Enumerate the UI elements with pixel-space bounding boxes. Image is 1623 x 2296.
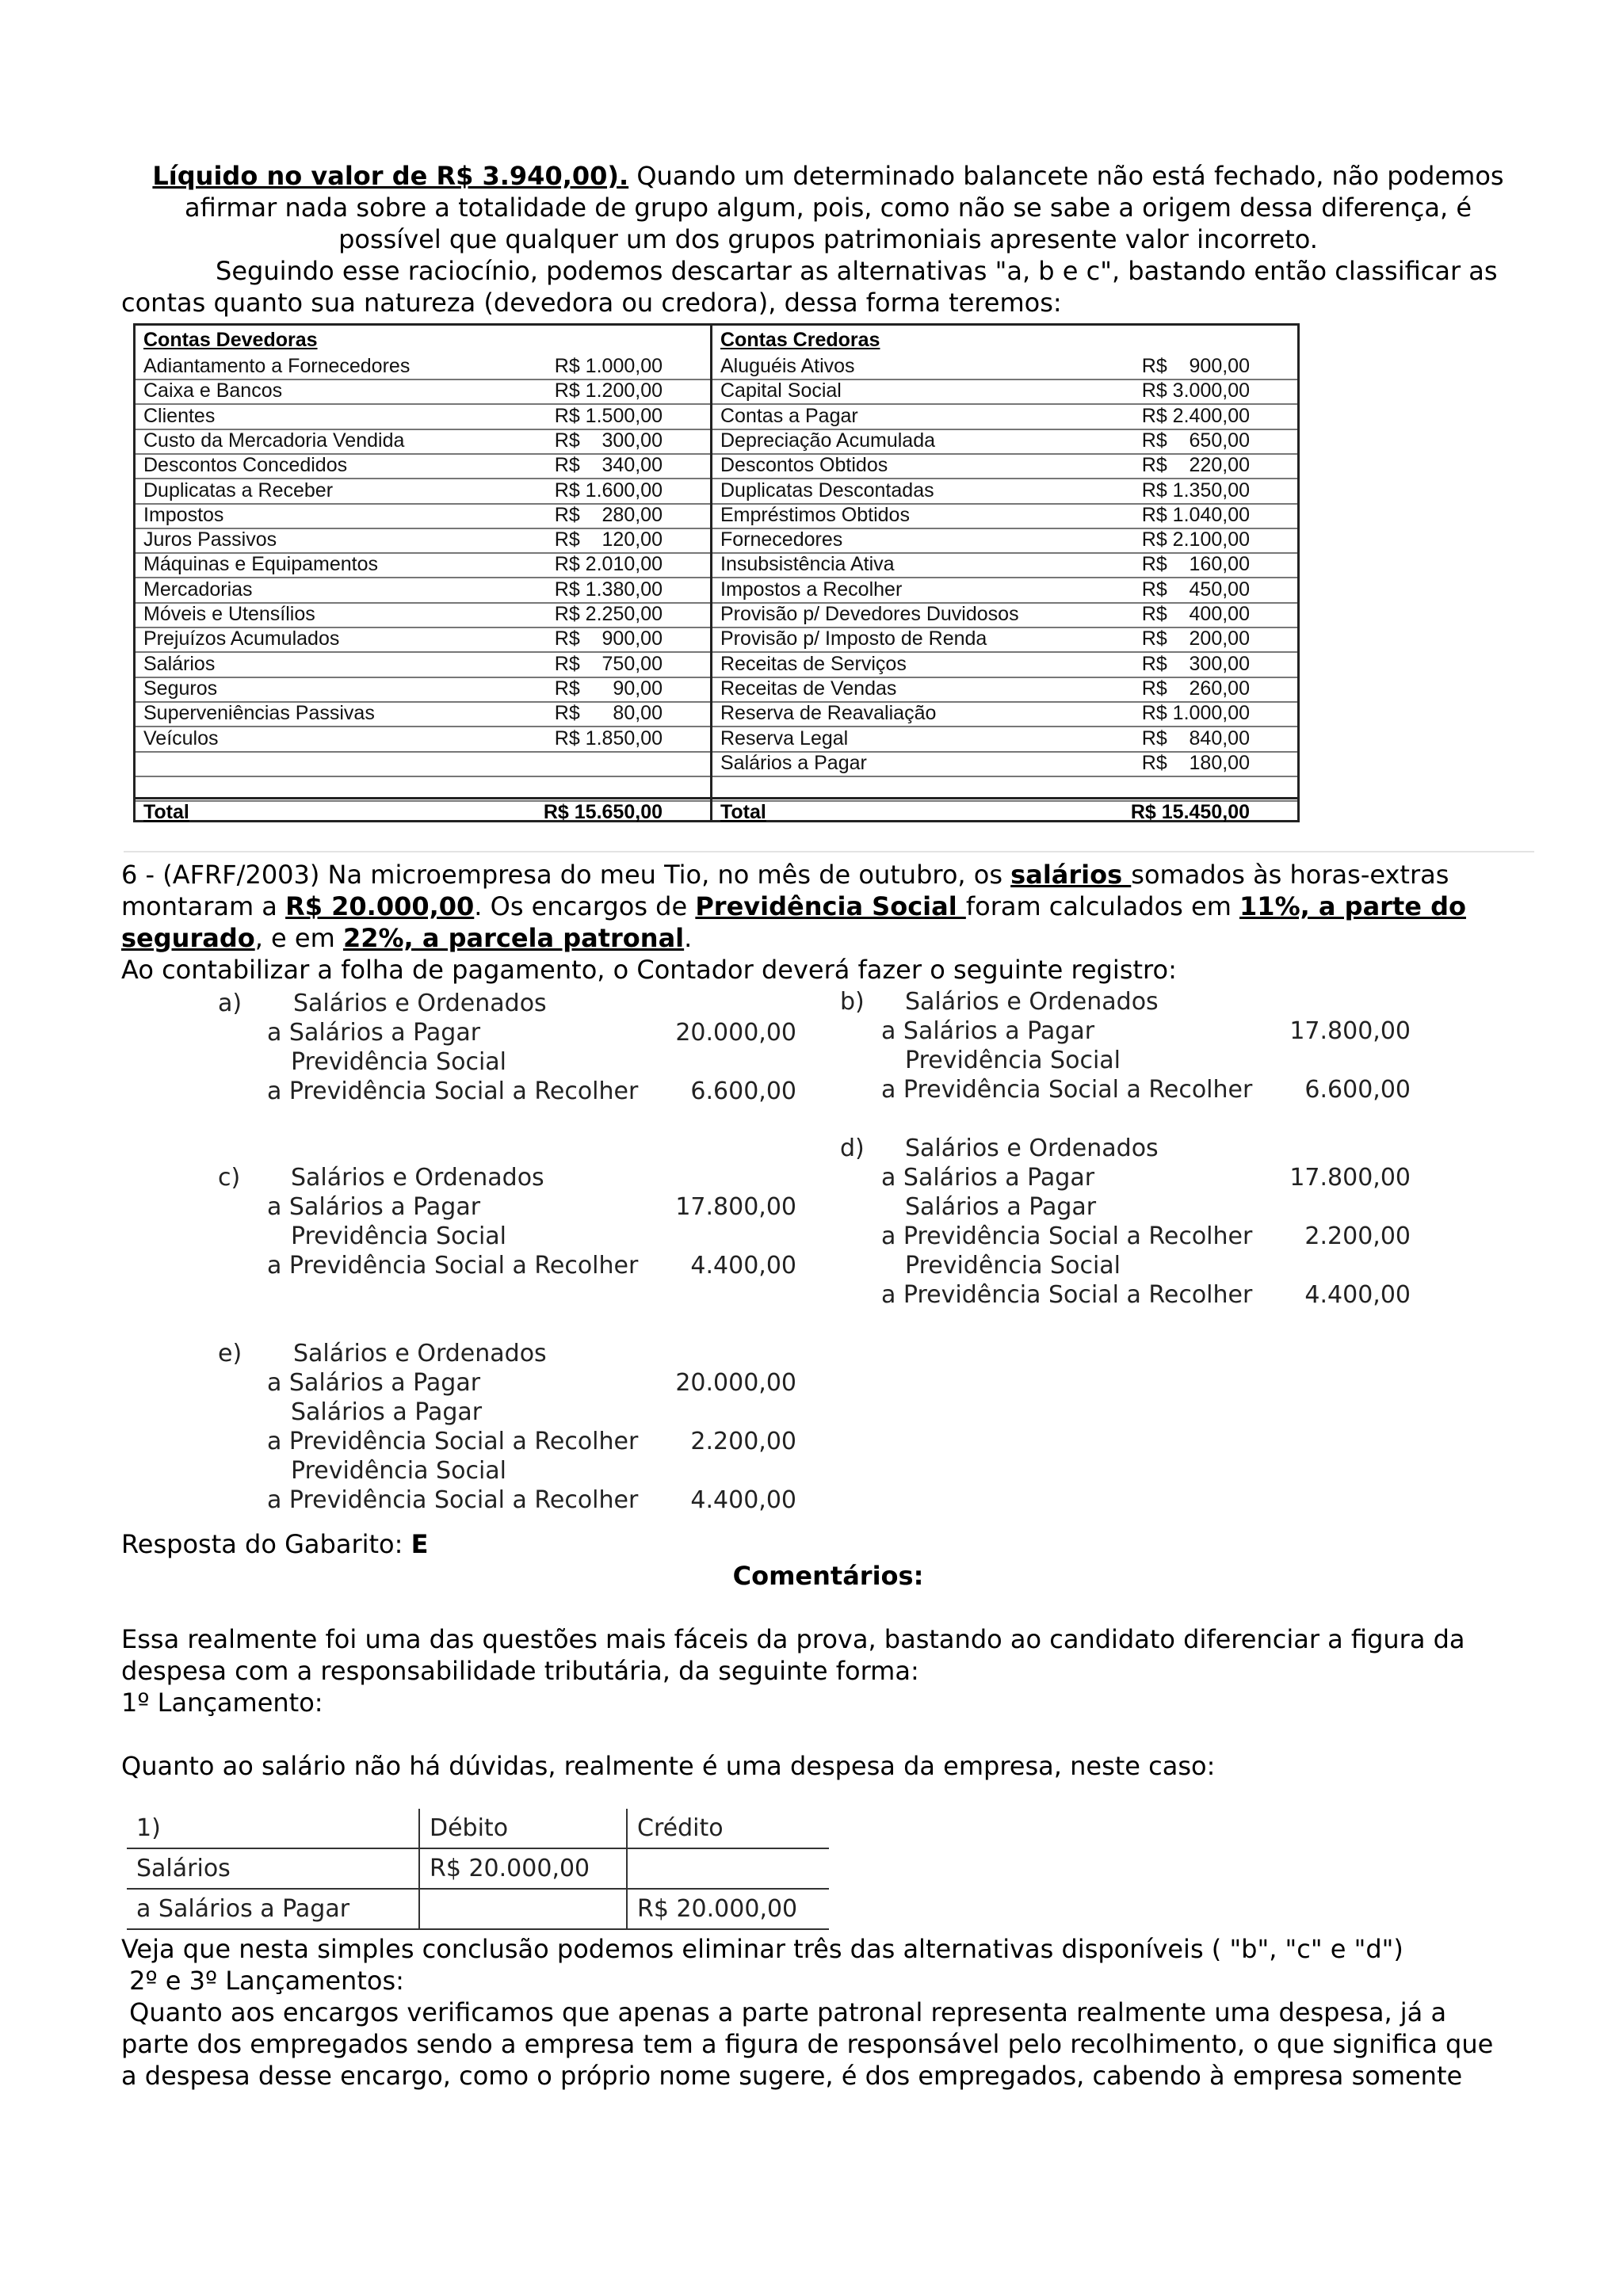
intro-rest: Quando um determinado balancete não está fechado, não podemos bbox=[628, 161, 1504, 191]
option-a-amount: 6.600,00 bbox=[690, 1077, 796, 1105]
option-a bbox=[218, 989, 796, 1106]
option-b-line: Previdência Social bbox=[905, 1047, 1121, 1074]
table-row bbox=[712, 479, 1297, 505]
table-row bbox=[712, 503, 1297, 529]
table-row bbox=[712, 578, 1297, 604]
account-name: Provisão p/ Imposto de Renda bbox=[720, 627, 987, 650]
account-value: R$ 2.100,00 bbox=[1141, 528, 1250, 551]
account-value: R$ 1.500,00 bbox=[554, 404, 663, 427]
credit-column bbox=[712, 326, 1297, 820]
option-e-line: a Previdência Social a Recolher bbox=[267, 1486, 639, 1514]
option-d-line: a Previdência Social a Recolher bbox=[881, 1222, 1253, 1250]
account-value: R$ 1.000,00 bbox=[1141, 702, 1250, 725]
q-previdencia: Previdência Social bbox=[695, 891, 966, 921]
account-name: Depreciação Acumulada bbox=[720, 429, 935, 452]
option-c-line: a Salários a Pagar bbox=[267, 1193, 481, 1221]
option-c-label: c) bbox=[218, 1164, 241, 1192]
option-e bbox=[218, 1339, 796, 1515]
option-b-line: a Previdência Social a Recolher bbox=[881, 1076, 1253, 1104]
account-name: Descontos Concedidos bbox=[143, 454, 348, 477]
account-value: R$ 1.350,00 bbox=[1141, 479, 1250, 502]
comments-line: parte dos empregados sendo a empresa tem a figura de responsável pelo recolhimento, o que significa que bbox=[121, 2029, 1494, 2059]
option-e-line: a Previdência Social a Recolher bbox=[267, 1428, 639, 1455]
journal-table bbox=[127, 1809, 829, 1930]
table-row bbox=[712, 354, 1297, 380]
option-e-line: a Salários a Pagar bbox=[267, 1369, 481, 1397]
account-name: Impostos a Recolher bbox=[720, 578, 903, 601]
debit-header: Contas Devedoras bbox=[143, 329, 318, 351]
table-row bbox=[136, 404, 710, 430]
option-e-line: Salários e Ordenados bbox=[293, 1340, 547, 1367]
comments-line: 2º e 3º Lançamentos: bbox=[121, 1966, 404, 1996]
table-row bbox=[127, 1889, 829, 1929]
table-row bbox=[136, 528, 710, 554]
comments-line: Veja que nesta simples conclusão podemos eliminar três das alternativas disponíveis ( "b", "c" e "d") bbox=[121, 1934, 1403, 1964]
account-value: R$ 120,00 bbox=[554, 528, 663, 551]
table-row bbox=[712, 751, 1297, 777]
account-name: Caixa e Bancos bbox=[143, 379, 283, 402]
account-name: Aluguéis Ativos bbox=[720, 355, 855, 377]
account-name: Máquinas e Equipamentos bbox=[143, 553, 379, 576]
option-d-amount: 2.200,00 bbox=[1304, 1222, 1411, 1250]
q-text: . bbox=[684, 923, 693, 953]
account-value: R$ 180,00 bbox=[1141, 751, 1250, 774]
account-value: R$ 200,00 bbox=[1141, 627, 1250, 650]
option-e-label: e) bbox=[218, 1340, 242, 1367]
table-row bbox=[712, 602, 1297, 628]
intro-line-1 bbox=[119, 160, 1537, 192]
table-row bbox=[136, 379, 710, 405]
table-row bbox=[127, 1848, 829, 1889]
option-a-line: Salários e Ordenados bbox=[293, 990, 547, 1017]
account-name: Descontos Obtidos bbox=[720, 454, 888, 477]
option-c-line: Salários e Ordenados bbox=[291, 1164, 544, 1192]
journal-cell: 1) bbox=[127, 1809, 419, 1848]
credit-total-row bbox=[712, 797, 1297, 825]
option-e-line: Previdência Social bbox=[291, 1457, 506, 1485]
table-row bbox=[136, 701, 710, 727]
account-name: Insubsistência Ativa bbox=[720, 553, 895, 576]
option-c-amount: 17.800,00 bbox=[675, 1193, 796, 1221]
account-name: Reserva Legal bbox=[720, 727, 849, 749]
account-value: R$ 900,00 bbox=[554, 627, 663, 650]
account-value: R$ 300,00 bbox=[554, 429, 663, 452]
table-row bbox=[712, 627, 1297, 653]
account-name: Prejuízos Acumulados bbox=[143, 627, 340, 650]
q-text: foram calculados em bbox=[965, 891, 1240, 921]
option-b-label: b) bbox=[840, 988, 865, 1016]
q-segurado: segurado bbox=[121, 923, 255, 953]
table-row bbox=[136, 677, 710, 703]
account-name: Duplicatas a Receber bbox=[143, 479, 334, 502]
question-line-1 bbox=[121, 859, 1449, 891]
option-d-line: a Salários a Pagar bbox=[881, 1164, 1095, 1192]
account-value: R$ 450,00 bbox=[1141, 578, 1250, 601]
account-value: R$ 260,00 bbox=[1141, 677, 1250, 700]
account-value: R$ 160,00 bbox=[1141, 553, 1250, 576]
table-row bbox=[712, 429, 1297, 455]
option-b-amount: 17.800,00 bbox=[1289, 1017, 1411, 1045]
table-row bbox=[136, 354, 710, 380]
journal-cell: Crédito bbox=[627, 1809, 829, 1848]
credit-total-value: R$ 15.450,00 bbox=[1130, 801, 1250, 823]
account-value: R$ 2.400,00 bbox=[1141, 404, 1250, 427]
intro-line-3: possível que qualquer um dos grupos patrimoniais apresente valor incorreto. bbox=[338, 224, 1318, 254]
account-name: Receitas de Vendas bbox=[720, 677, 897, 700]
account-value: R$ 1.200,00 bbox=[554, 379, 663, 402]
table-row bbox=[136, 751, 710, 777]
table-row bbox=[136, 627, 710, 653]
intro-line-2: afirmar nada sobre a totalidade de grupo algum, pois, como não se sabe a origem dessa diferença, é bbox=[184, 193, 1472, 223]
accounts-table bbox=[133, 323, 1300, 822]
table-row bbox=[136, 552, 710, 578]
option-a-line: a Salários a Pagar bbox=[267, 1019, 481, 1047]
option-e-amount: 2.200,00 bbox=[690, 1428, 796, 1455]
account-name: Impostos bbox=[143, 503, 224, 526]
option-d-amount: 17.800,00 bbox=[1289, 1164, 1411, 1192]
credit-total-label: Total bbox=[720, 801, 766, 823]
q-text: , e em bbox=[254, 923, 343, 953]
journal-cell: R$ 20.000,00 bbox=[419, 1848, 627, 1889]
option-b-line: a Salários a Pagar bbox=[881, 1017, 1095, 1045]
option-d-label: d) bbox=[840, 1135, 865, 1162]
account-name: Superveniências Passivas bbox=[143, 702, 375, 725]
account-name: Provisão p/ Devedores Duvidosos bbox=[720, 603, 1019, 625]
account-name: Contas a Pagar bbox=[720, 404, 858, 427]
table-row bbox=[712, 652, 1297, 678]
account-name: Custo da Mercadoria Vendida bbox=[143, 429, 405, 452]
account-name: Salários a Pagar bbox=[720, 751, 867, 774]
answer-label: Resposta do Gabarito: bbox=[121, 1529, 411, 1559]
account-value: R$ 90,00 bbox=[554, 677, 663, 700]
account-value: R$ 220,00 bbox=[1141, 454, 1250, 477]
account-value: R$ 340,00 bbox=[554, 454, 663, 477]
comments-line: Quanto ao salário não há dúvidas, realmente é uma despesa da empresa, neste caso: bbox=[121, 1751, 1216, 1781]
table-row bbox=[712, 379, 1297, 405]
account-value: R$ 750,00 bbox=[554, 652, 663, 675]
account-value: R$ 280,00 bbox=[554, 503, 663, 526]
option-a-label: a) bbox=[218, 990, 242, 1017]
q-percent-22: 22%, a parcela patronal bbox=[342, 923, 685, 953]
table-row bbox=[712, 404, 1297, 430]
option-e-amount: 4.400,00 bbox=[690, 1486, 796, 1514]
journal-cell: a Salários a Pagar bbox=[127, 1889, 419, 1929]
comments-line: a despesa desse encargo, como o próprio nome sugere, é dos empregados, cabendo à empresa somente bbox=[121, 2061, 1463, 2091]
account-value: R$ 1.040,00 bbox=[1141, 503, 1250, 526]
option-c-line: Previdência Social bbox=[291, 1222, 506, 1250]
comments-line: Essa realmente foi uma das questões mais fáceis da prova, bastando ao candidato diferenciar a figura da bbox=[121, 1624, 1465, 1654]
table-row bbox=[712, 528, 1297, 554]
credit-header: Contas Credoras bbox=[720, 329, 880, 351]
question-line-3 bbox=[121, 922, 692, 954]
debit-column bbox=[136, 326, 712, 820]
account-value: R$ 300,00 bbox=[1141, 652, 1250, 675]
answer-line bbox=[121, 1528, 428, 1560]
comments-line: 1º Lançamento: bbox=[121, 1688, 323, 1718]
option-b-line: Salários e Ordenados bbox=[905, 988, 1159, 1016]
q-text: montaram a bbox=[121, 891, 286, 921]
debit-total-value: R$ 15.650,00 bbox=[543, 801, 663, 823]
table-row bbox=[712, 552, 1297, 578]
table-row bbox=[136, 429, 710, 455]
account-value: R$ 1.600,00 bbox=[554, 479, 663, 502]
journal-cell bbox=[419, 1889, 627, 1929]
option-a-line: a Previdência Social a Recolher bbox=[267, 1077, 639, 1105]
q-text: 6 - (AFRF/2003) Na microempresa do meu Tio, no mês de outubro, os bbox=[121, 860, 1011, 890]
account-value: R$ 2.250,00 bbox=[554, 603, 663, 625]
answer-value: E bbox=[411, 1529, 429, 1559]
table-row bbox=[136, 453, 710, 479]
account-value: R$ 650,00 bbox=[1141, 429, 1250, 452]
option-a-line: Previdência Social bbox=[291, 1048, 506, 1076]
intro-bold: Líquido no valor de R$ 3.940,00). bbox=[152, 161, 629, 191]
q-text: somados às horas-extras bbox=[1131, 860, 1449, 890]
option-d-line: Salários e Ordenados bbox=[905, 1135, 1159, 1162]
table-row bbox=[127, 1809, 829, 1848]
option-d-line: Salários a Pagar bbox=[905, 1193, 1097, 1221]
debit-total-label: Total bbox=[143, 801, 189, 823]
intro-line-5: contas quanto sua natureza (devedora ou credora), dessa forma teremos: bbox=[121, 288, 1062, 318]
account-name: Adiantamento a Fornecedores bbox=[143, 355, 411, 377]
table-row bbox=[136, 479, 710, 505]
table-row bbox=[136, 602, 710, 628]
account-name: Reserva de Reavaliação bbox=[720, 702, 937, 725]
account-value: R$ 900,00 bbox=[1141, 355, 1250, 377]
table-row bbox=[712, 727, 1297, 753]
option-d-line: Previdência Social bbox=[905, 1252, 1121, 1280]
option-d-line: a Previdência Social a Recolher bbox=[881, 1281, 1253, 1309]
account-name: Capital Social bbox=[720, 379, 842, 402]
account-name: Mercadorias bbox=[143, 578, 253, 601]
journal-cell: Salários bbox=[127, 1848, 419, 1889]
option-c-line: a Previdência Social a Recolher bbox=[267, 1252, 639, 1280]
option-b bbox=[840, 987, 1411, 1104]
journal-cell: R$ 20.000,00 bbox=[627, 1889, 829, 1929]
account-name: Móveis e Utensílios bbox=[143, 603, 315, 625]
table-row bbox=[136, 503, 710, 529]
account-value: R$ 2.010,00 bbox=[554, 553, 663, 576]
debit-total-row bbox=[136, 797, 710, 825]
option-c-amount: 4.400,00 bbox=[690, 1252, 796, 1280]
option-e-amount: 20.000,00 bbox=[675, 1369, 796, 1397]
q-text: . Os encargos de bbox=[474, 891, 696, 921]
account-value: R$ 840,00 bbox=[1141, 727, 1250, 749]
table-row bbox=[136, 727, 710, 753]
account-value: R$ 1.850,00 bbox=[554, 727, 663, 749]
option-e-line: Salários a Pagar bbox=[291, 1398, 483, 1426]
option-d-amount: 4.400,00 bbox=[1304, 1281, 1411, 1309]
account-value: R$ 80,00 bbox=[554, 702, 663, 725]
account-name: Seguros bbox=[143, 677, 218, 700]
q-amount: R$ 20.000,00 bbox=[285, 891, 475, 921]
option-c bbox=[218, 1163, 796, 1280]
journal-cell bbox=[627, 1848, 829, 1889]
account-value: R$ 1.380,00 bbox=[554, 578, 663, 601]
q-percent-11: 11%, a parte do bbox=[1239, 891, 1466, 921]
account-value: R$ 400,00 bbox=[1141, 603, 1250, 625]
table-row bbox=[136, 578, 710, 604]
option-a-amount: 20.000,00 bbox=[675, 1019, 796, 1047]
comments-line: despesa com a responsabilidade tributária, da seguinte forma: bbox=[121, 1656, 919, 1686]
account-name: Clientes bbox=[143, 404, 216, 427]
question-line-2 bbox=[121, 891, 1466, 922]
account-value: R$ 1.000,00 bbox=[554, 355, 663, 377]
account-name: Veículos bbox=[143, 727, 219, 749]
section-divider bbox=[124, 851, 1534, 852]
table-row bbox=[712, 453, 1297, 479]
comments-title: Comentários: bbox=[732, 1561, 924, 1591]
account-name: Fornecedores bbox=[720, 528, 843, 551]
journal-cell: Débito bbox=[419, 1809, 627, 1848]
intro-line-4: Seguindo esse raciocínio, podemos descartar as alternativas "a, b e c", bastando então classificar as bbox=[216, 256, 1498, 286]
account-name: Duplicatas Descontadas bbox=[720, 479, 934, 502]
table-row bbox=[712, 677, 1297, 703]
account-name: Salários bbox=[143, 652, 216, 675]
q-salarios: salários bbox=[1010, 860, 1132, 890]
option-b-amount: 6.600,00 bbox=[1304, 1076, 1411, 1104]
account-name: Juros Passivos bbox=[143, 528, 277, 551]
account-name: Empréstimos Obtidos bbox=[720, 503, 910, 526]
table-row bbox=[136, 652, 710, 678]
account-value: R$ 3.000,00 bbox=[1141, 379, 1250, 402]
question-line-4: Ao contabilizar a folha de pagamento, o Contador deverá fazer o seguinte registro: bbox=[121, 955, 1177, 985]
comments-line: Quanto aos encargos verificamos que apenas a parte patronal representa realmente uma despesa, já a bbox=[121, 1997, 1447, 2027]
account-name: Receitas de Serviços bbox=[720, 652, 907, 675]
option-d bbox=[840, 1134, 1411, 1310]
table-row bbox=[712, 701, 1297, 727]
